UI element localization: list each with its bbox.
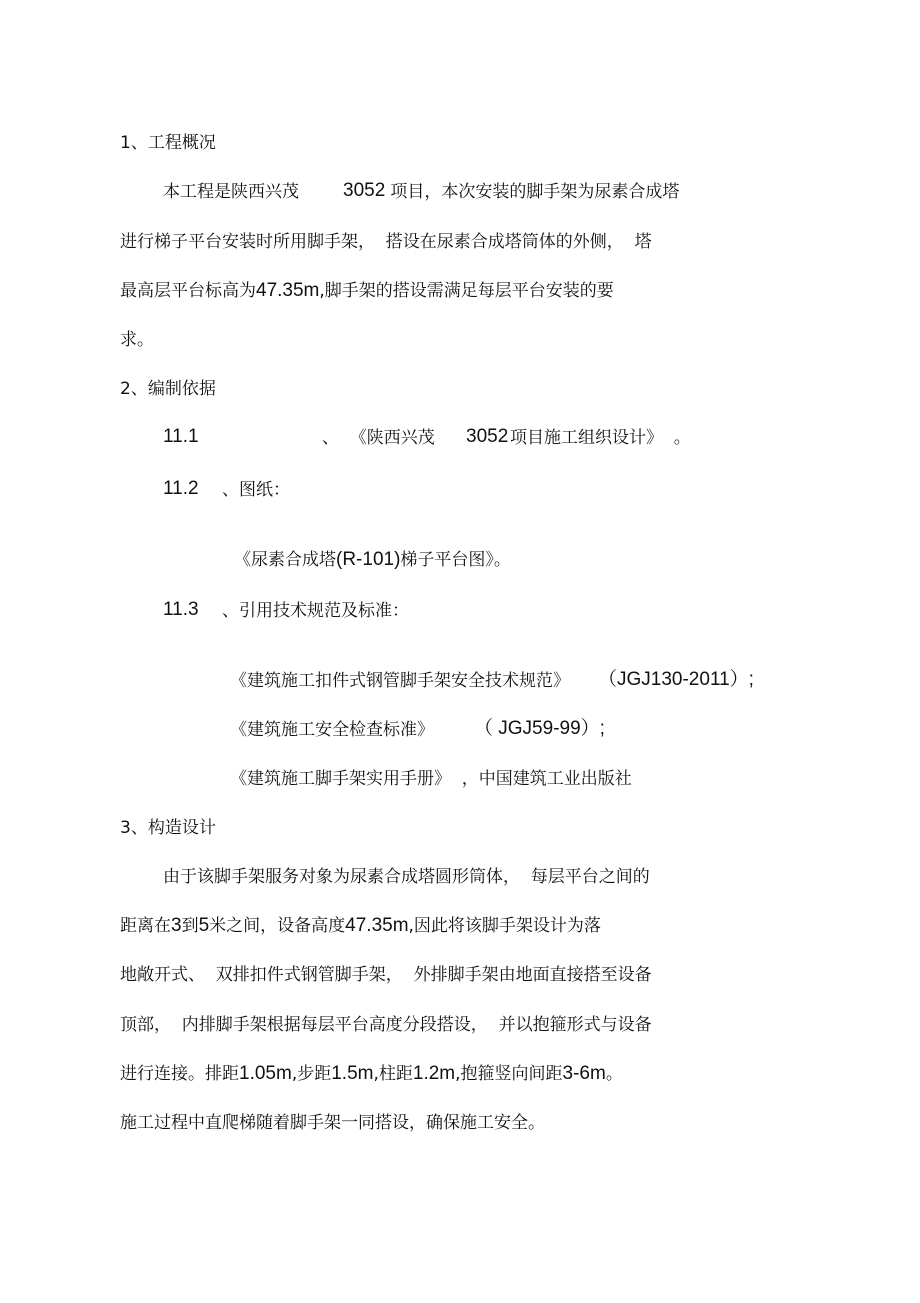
s3-value: 5 <box>198 915 210 936</box>
s1-paragraph-line-3 <box>120 280 614 302</box>
s3-text: 米之间，设备高度 <box>209 916 346 936</box>
drawing-code: (R-101) <box>336 549 401 570</box>
s1-paragraph-line-1 <box>163 181 299 203</box>
s3-value: 47.35m <box>345 915 409 936</box>
s3-value: 1.5m <box>331 1063 374 1084</box>
s3-line-1: 由于该脚手架服务对象为尿素合成塔圆形筒体， 每层平台之间的 <box>163 867 650 887</box>
s1-paragraph-line-4: 求。 <box>120 330 154 350</box>
basis-item-2-number: 11.2 <box>163 478 199 499</box>
s3-value: 1.2m <box>412 1063 456 1084</box>
s1-text: 最高层平台标高为 <box>120 281 256 301</box>
basis-item-1-number: 11.1 <box>163 426 199 447</box>
drawing-title-text: 《尿素合成塔 <box>234 550 336 570</box>
s3-text: 。 <box>605 1064 623 1084</box>
s3-text: ,步距 <box>291 1064 332 1084</box>
standard-1-code: （JGJ130-2011）; <box>598 669 754 690</box>
s3-line-5 <box>120 1063 623 1085</box>
s1-text-continued: 项目，本次安装的脚手架为尿素合成塔 <box>385 182 680 202</box>
section-1-heading: 1、工程概况 <box>120 133 216 153</box>
s3-line-2 <box>120 915 601 937</box>
s3-text: 距离在 <box>120 916 171 936</box>
s3-line-6: 施工过程中直爬梯随着脚手架一同搭设，确保施工安全。 <box>120 1113 545 1133</box>
standard-1-name: 《建筑施工扣件式钢管脚手架安全技术规范》 <box>230 671 570 691</box>
basis-item-1-code: 3052 <box>466 426 509 447</box>
s1-elevation: 47.35m <box>256 280 320 301</box>
s3-text: ,抱箍竖向间距 <box>455 1064 563 1084</box>
s3-value: 3 <box>171 915 182 936</box>
section-2-heading: 2、编制依据 <box>120 379 216 399</box>
standard-2-code: （ JGJ59-99）; <box>474 718 605 739</box>
s1-paragraph-line-2: 进行梯子平台安装时所用脚手架， 搭设在尿素合成塔筒体的外侧， 塔 <box>120 232 652 252</box>
standard-2-name: 《建筑施工安全检查标准》 <box>230 720 434 740</box>
basis-item-2-text: 、图纸： <box>222 480 290 500</box>
drawing-title-text: 梯子平台图》。 <box>400 550 511 570</box>
s3-text: 进行连接。排距 <box>120 1064 239 1084</box>
standard-3: 《建筑施工脚手架实用手册》 ，中国建筑工业出版社 <box>230 769 632 789</box>
s3-text: ,柱距 <box>373 1064 413 1084</box>
basis-item-3-text: 、引用技术规范及标准： <box>222 601 409 621</box>
s3-text: ,因此将该脚手架设计为落 <box>408 916 601 936</box>
s3-line-3: 地敞开式、 双排扣件式钢管脚手架， 外排脚手架由地面直接搭至设备 <box>120 965 652 985</box>
basis-item-3-number: 11.3 <box>163 599 199 620</box>
s3-text: 到 <box>181 916 199 936</box>
s3-value: 1.05m <box>239 1063 292 1084</box>
drawing-title <box>234 549 511 571</box>
s1-text: 本工程是陕西兴茂 <box>163 182 299 202</box>
s3-value: 3-6m <box>562 1063 606 1084</box>
s3-line-4: 顶部， 内排脚手架根据每层平台高度分段搭设， 并以抱箍形式与设备 <box>120 1015 652 1035</box>
s1-text: ,脚手架的搭设需满足每层平台安装的要 <box>319 281 614 301</box>
section-3-heading: 3、构造设计 <box>120 818 216 838</box>
basis-item-1-text-end: 项目施工组织设计》 。 <box>510 428 691 448</box>
s1-project-code: 3052 <box>343 180 386 201</box>
basis-item-1-text: 、 《陕西兴茂 <box>322 428 435 448</box>
